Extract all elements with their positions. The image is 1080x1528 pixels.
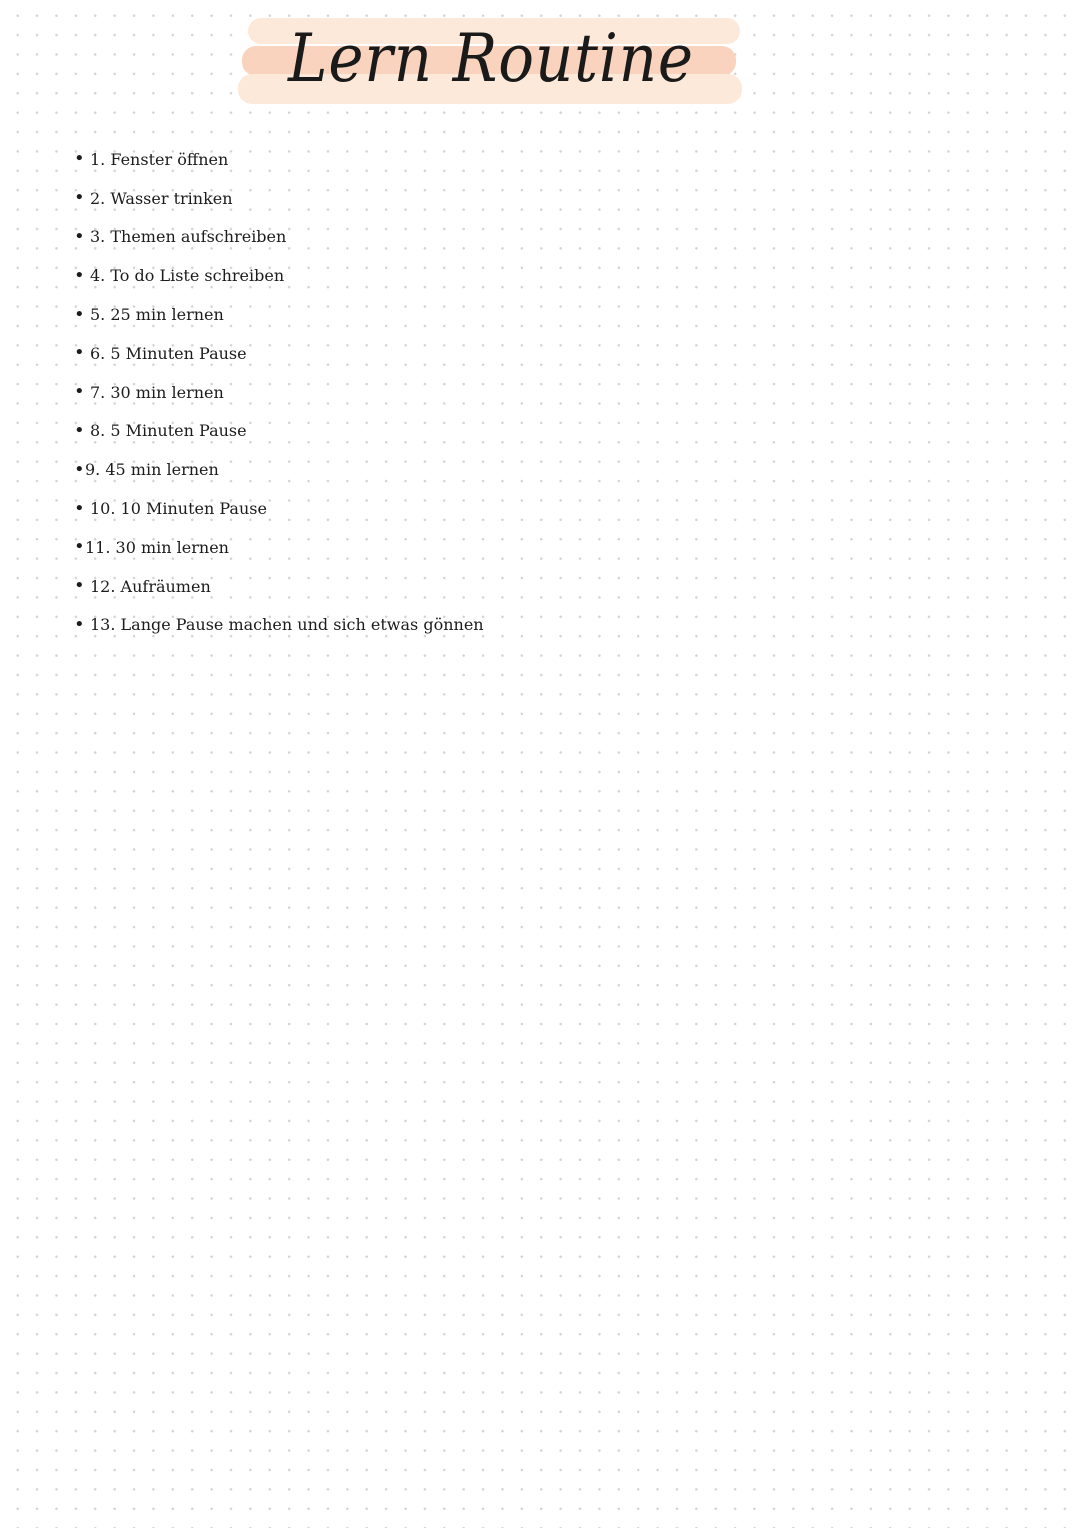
title-block [238,14,744,106]
bullet-icon: • [74,613,85,635]
bullet-icon: • [74,419,85,441]
list-item [74,334,484,373]
step-text: 9. 45 min lernen [85,460,219,480]
list-item [74,528,484,567]
bullet-icon: • [74,225,85,247]
list-item [74,489,484,528]
bullet-icon: • [74,264,85,286]
bullet-icon: • [74,536,85,558]
bullet-icon: • [74,303,85,325]
step-text: 1. Fenster öffnen [90,149,229,169]
list-item [74,412,484,451]
list-item [74,373,484,412]
step-text: 7. 30 min lernen [90,382,224,402]
page-title: Lern Routine [288,20,694,97]
list-item [74,140,484,179]
list-item [74,256,484,295]
list-item [74,567,484,606]
bullet-icon: • [74,381,85,403]
bullet-icon: • [74,458,85,480]
step-text: 4. To do Liste schreiben [90,266,285,286]
list-item [74,606,484,645]
list-item [74,179,484,218]
bullet-icon: • [74,497,85,519]
step-text: 6. 5 Minuten Pause [90,343,247,363]
step-text: 13. Lange Pause machen und sich etwas gönnen [90,615,484,635]
step-text: 8. 5 Minuten Pause [90,421,247,441]
step-text: 3. Themen aufschreiben [90,227,287,247]
bullet-icon: • [74,575,85,597]
list-item [74,450,484,489]
bullet-icon: • [74,342,85,364]
step-text: 10. 10 Minuten Pause [90,499,267,519]
step-text: 2. Wasser trinken [90,188,233,208]
bullet-icon: • [74,187,85,209]
list-item [74,295,484,334]
step-text: 12. Aufräumen [90,576,211,596]
step-text: 11. 30 min lernen [85,537,229,557]
routine-list [74,140,484,644]
list-item [74,218,484,257]
step-text: 5. 25 min lernen [90,305,224,325]
bullet-icon: • [74,148,85,170]
